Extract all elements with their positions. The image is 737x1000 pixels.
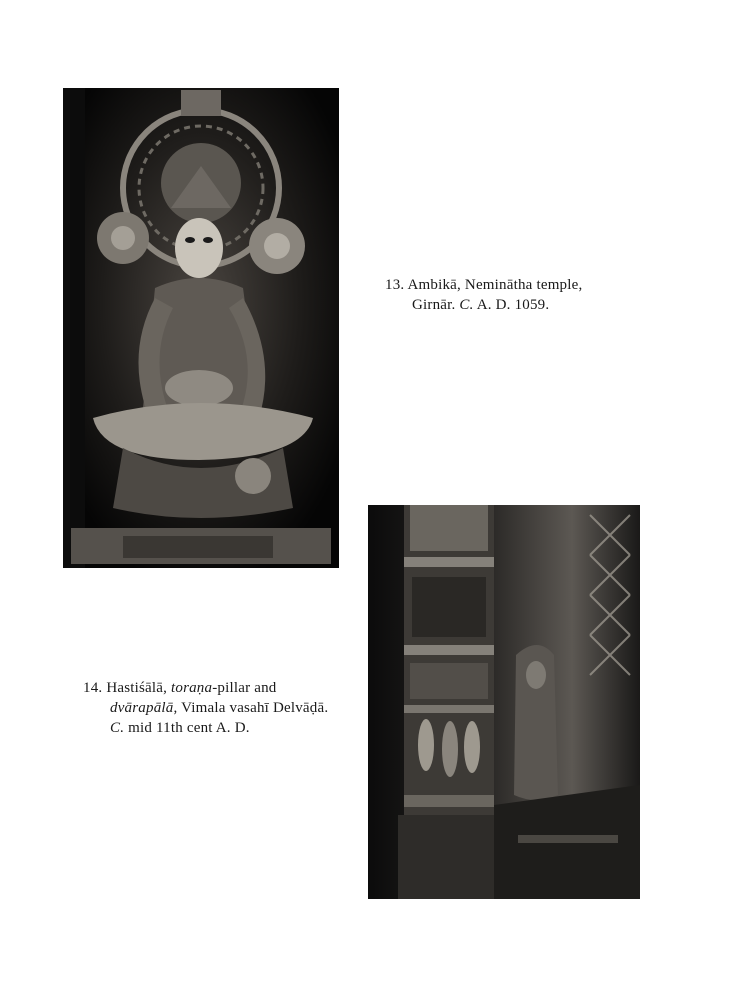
- plate-14-caption: [83, 678, 358, 738]
- caption-14-line-2: dvārapālā, Vimala vasahī Delvāḍā.: [110, 700, 329, 716]
- caption-14-line-3: C. mid 11th cent A. D.: [110, 720, 250, 736]
- hastisala-pillar-image: [368, 505, 640, 899]
- caption-13-line-2: Girnār. C. A. D. 1059.: [412, 297, 550, 313]
- ambika-sculpture-image: [63, 88, 339, 568]
- plate-14-hastisala-photo: [368, 505, 640, 899]
- plate-13-caption: [385, 275, 635, 315]
- plate-13-ambika-photo: [63, 88, 339, 568]
- caption-14-line-1: 14. Hastiśālā, toraṇa-pillar and: [83, 680, 277, 696]
- caption-13-line-1: 13. Ambikā, Neminātha temple,: [385, 277, 583, 293]
